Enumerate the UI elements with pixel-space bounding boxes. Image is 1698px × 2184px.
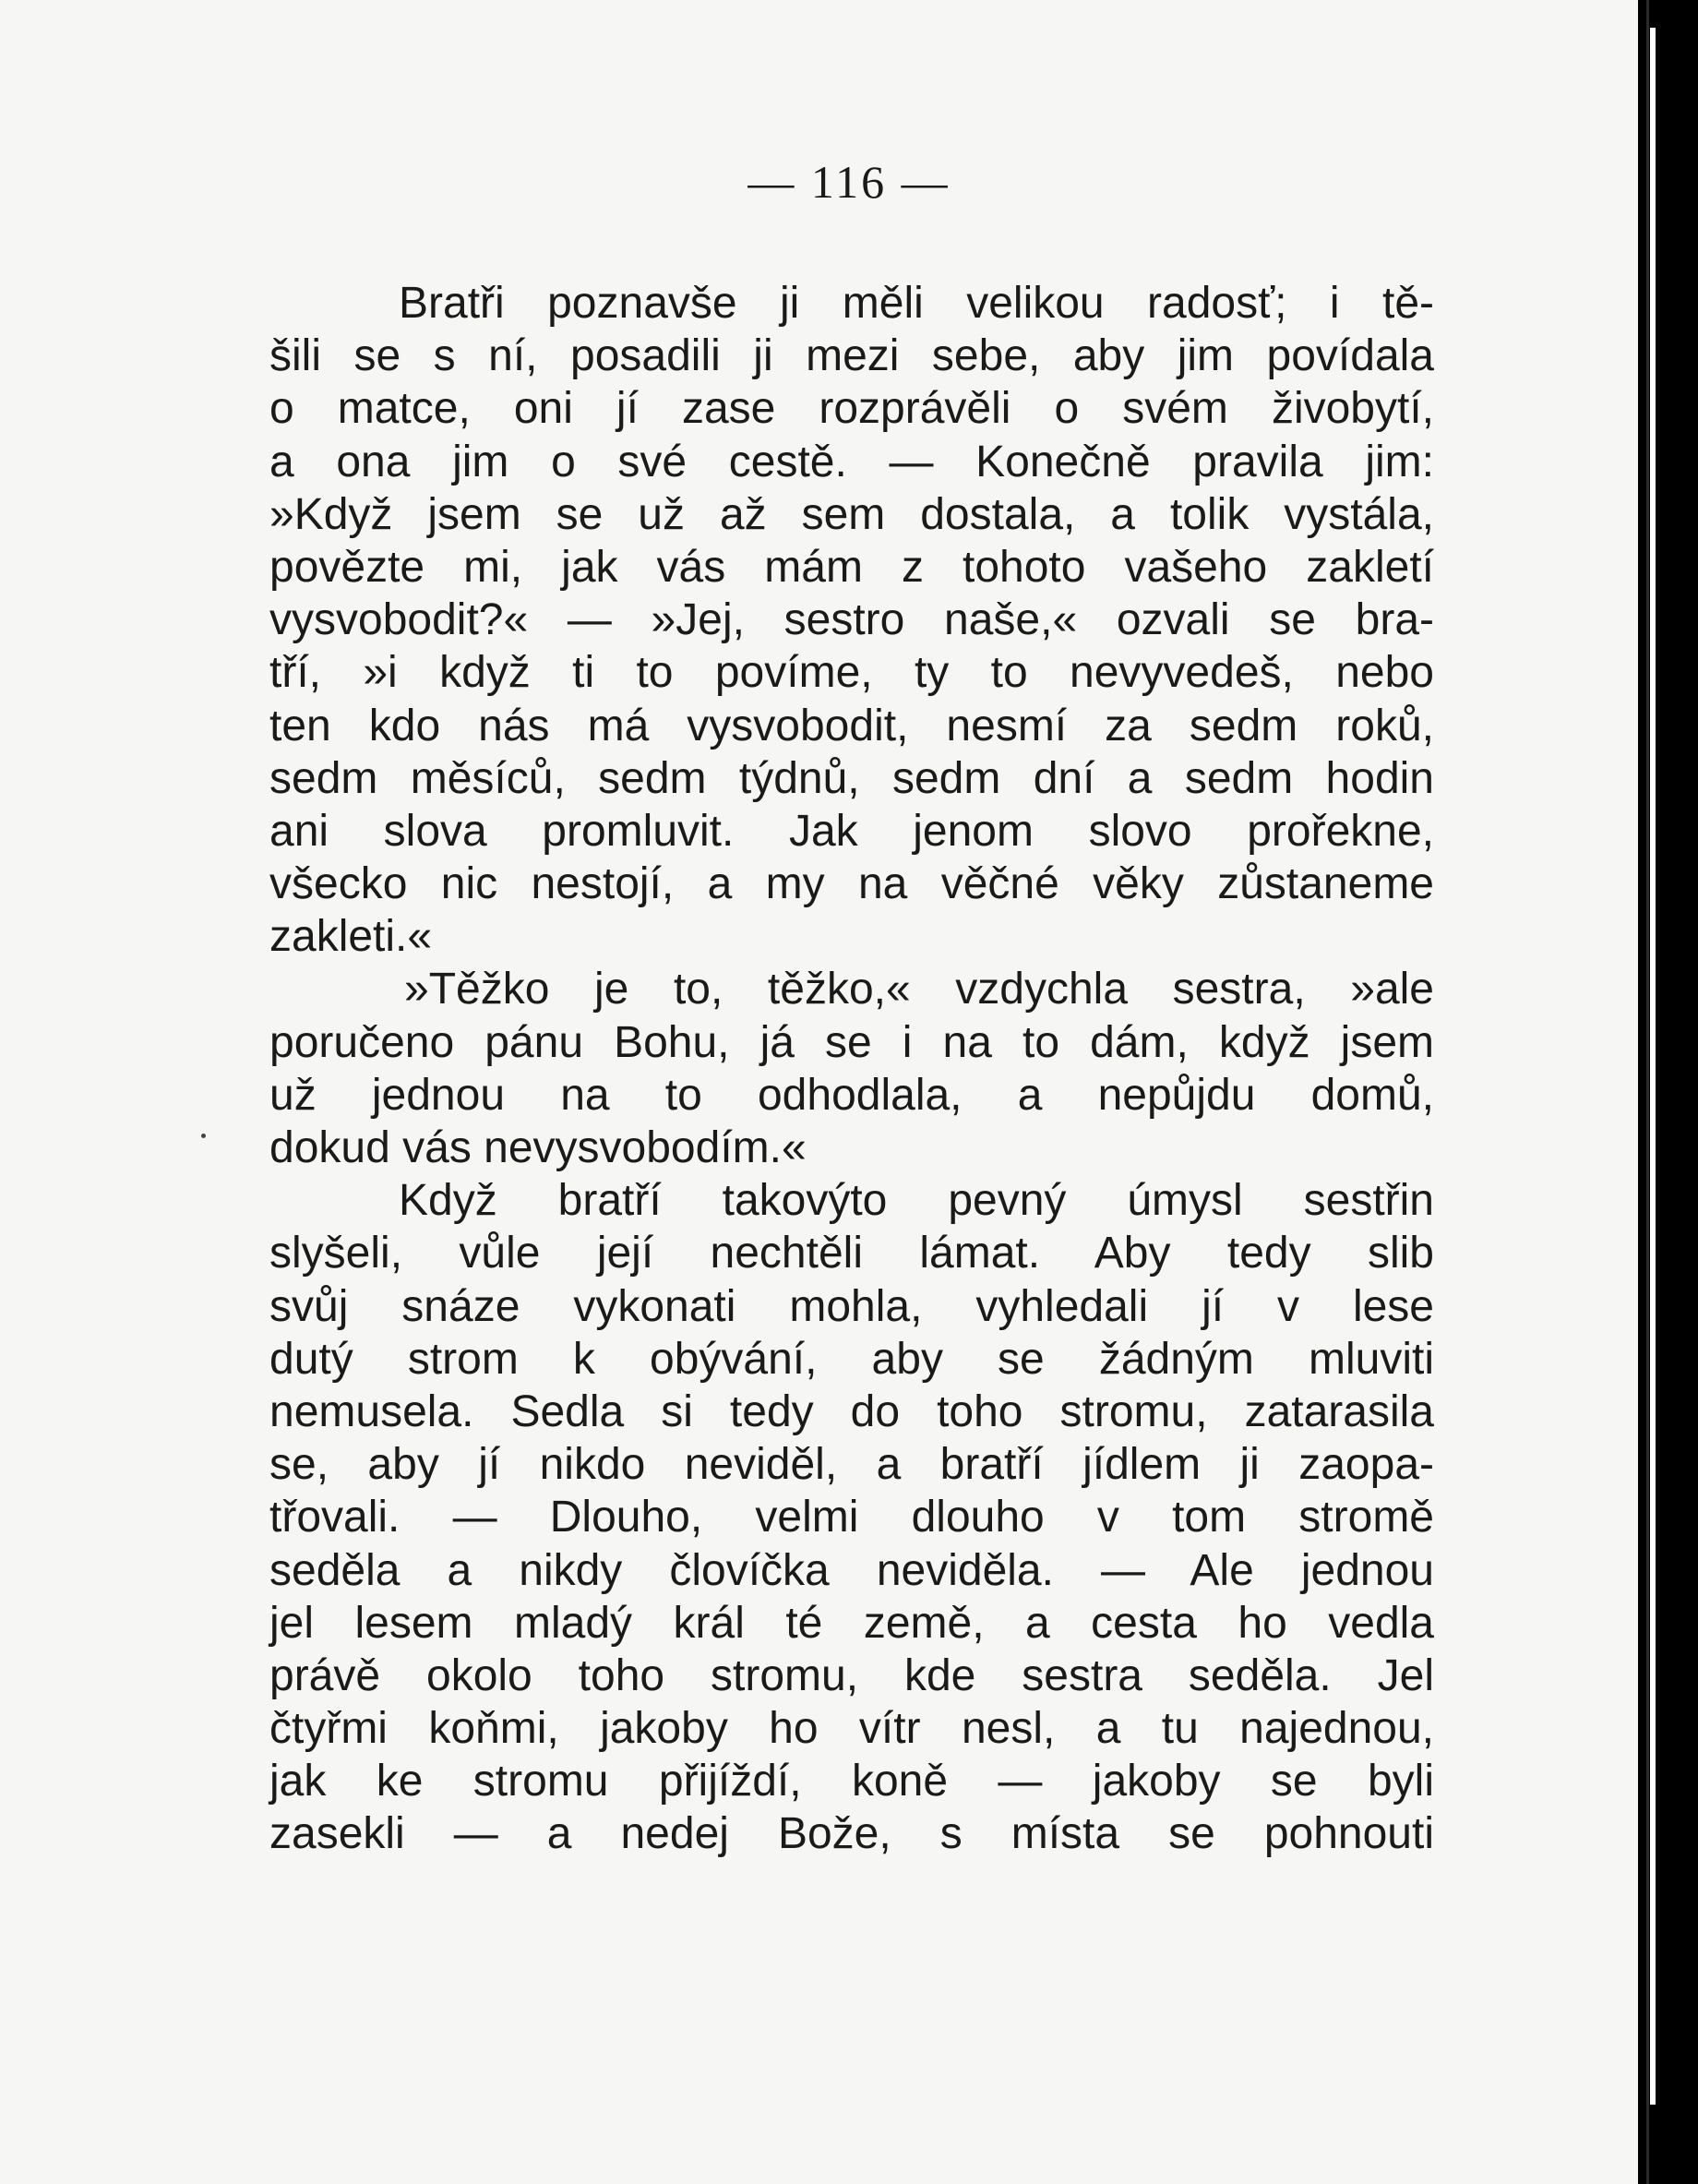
text-line: svůj snáze vykonati mohla, vyhledali jí v lese <box>269 1281 1434 1331</box>
text-line: čtyřmi koňmi, jakoby ho vítr nesl, a tu najednou, <box>269 1704 1434 1754</box>
body-text <box>269 277 1434 1861</box>
speck <box>201 1134 206 1138</box>
scan-edge <box>1646 0 1649 2184</box>
text-line: ani slova promluvit. Jak jenom slovo prořekne, <box>269 806 1434 856</box>
text-line: poručeno pánu Bohu, já se i na to dám, když jsem <box>269 1017 1434 1067</box>
text-line: vysvobodit?« — »Jej, sestro naše,« ozvali se bra- <box>269 595 1434 645</box>
text-line: ten kdo nás má vysvobodit, nesmí za sedm roků, <box>269 701 1434 750</box>
text-line: třovali. — Dlouho, velmi dlouho v tom stromě <box>269 1493 1434 1542</box>
text-line: všecko nic nestojí, a my na věčné věky zůstaneme <box>269 859 1434 909</box>
text-line: zasekli — a nedej Bože, s místa se pohnouti <box>269 1809 1434 1859</box>
text-line: se, aby jí nikdo neviděl, a bratří jídlem ji zaopa- <box>269 1440 1434 1490</box>
text-line: o matce, oni jí zase rozprávěli o svém živobytí, <box>269 384 1434 434</box>
text-line: povězte mi, jak vás mám z tohoto vašeho zakletí <box>269 542 1434 592</box>
text-line: »Když jsem se už až sem dostala, a tolik vystála, <box>269 489 1434 539</box>
text-line: dokud vás nevysvobodím.« <box>269 1123 807 1172</box>
text-line: tří, »i když ti to povíme, ty to nevyvedeš, nebo <box>269 648 1434 698</box>
scan-edge-line <box>1650 28 1656 2105</box>
text-line: sedm měsíců, sedm týdnů, sedm dní a sedm hodin <box>269 753 1434 803</box>
text-line: dutý strom k obývání, aby se žádným mluviti <box>269 1334 1434 1384</box>
text-line: Bratři poznavše ji měli velikou radosť; i tě- <box>399 279 1434 328</box>
text-line: jak ke stromu přijíždí, koně — jakoby se byli <box>269 1757 1434 1806</box>
text-line: už jednou na to odhodlala, a nepůjdu domů, <box>269 1070 1434 1120</box>
text-line: »Těžko je to, těžko,« vzdychla sestra, »ale <box>404 965 1434 1014</box>
text-line: zakleti.« <box>269 912 433 962</box>
text-line: a ona jim o své cestě. — Konečně pravila jim: <box>269 437 1434 486</box>
text-line: právě okolo toho stromu, kde sestra seděla. Jel <box>269 1650 1434 1700</box>
text-line: Když bratří takovýto pevný úmysl sestřin <box>399 1176 1434 1226</box>
text-line: jel lesem mladý král té země, a cesta ho vedla <box>269 1598 1434 1648</box>
text-line: šili se s ní, posadili ji mezi sebe, aby jim povídala <box>269 331 1434 381</box>
page-number: — 116 — <box>747 156 951 208</box>
text-line: slyšeli, vůle její nechtěli lámat. Aby tedy slib <box>269 1229 1434 1278</box>
text-line: seděla a nikdy človíčka neviděla. — Ale jednou <box>269 1545 1434 1595</box>
text-line: nemusela. Sedla si tedy do toho stromu, zatarasila <box>269 1386 1434 1436</box>
